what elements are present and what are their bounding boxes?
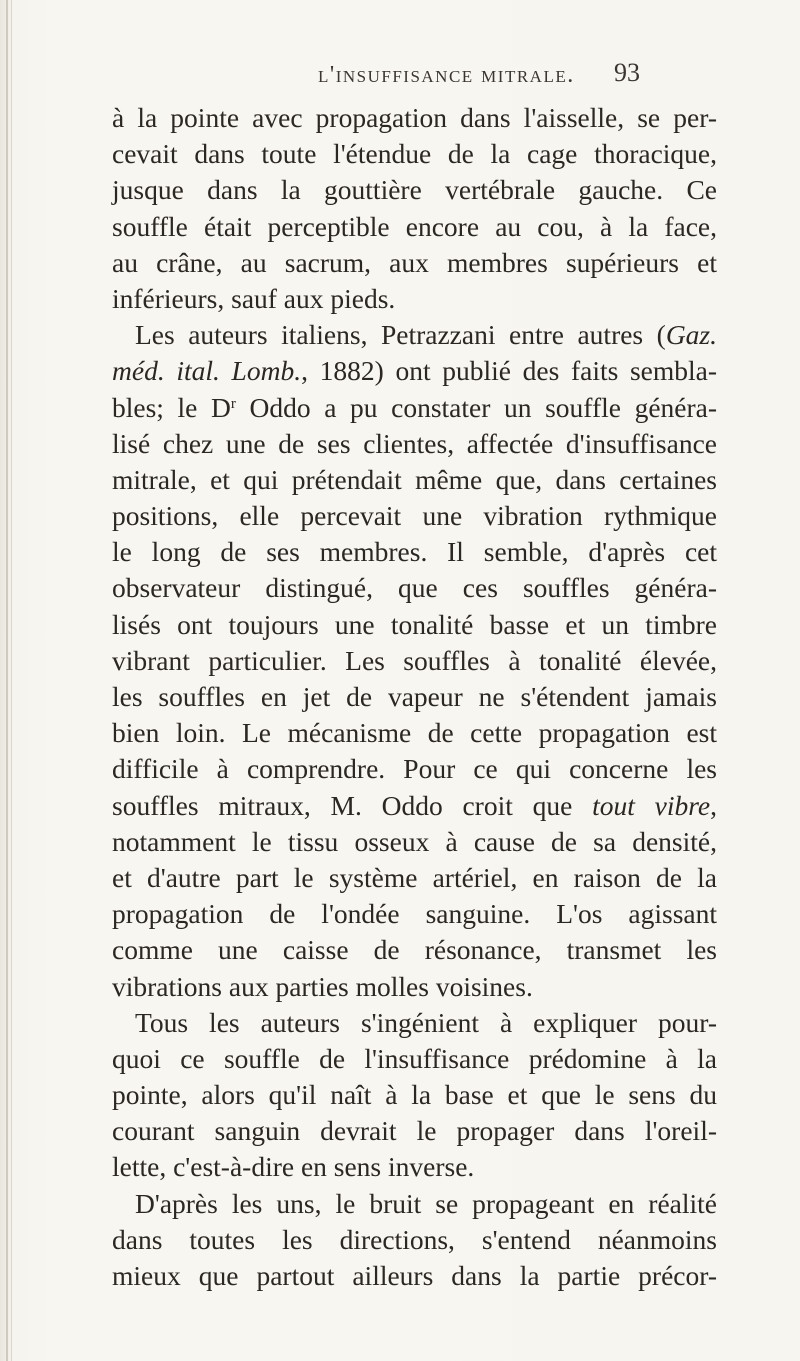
text-run: bles; le D xyxy=(112,391,231,423)
running-title: l'insuffisance mitrale. xyxy=(318,62,575,88)
text-line: positions, elle percevait une vibration rythmique xyxy=(112,500,717,532)
page-number: 93 xyxy=(614,58,640,87)
page-header xyxy=(0,58,800,102)
text-line: mieux que partout ailleurs dans la partie précor- xyxy=(112,1260,717,1291)
text-run: Les auteurs italiens, Petrazzani entre autres ( xyxy=(135,319,666,351)
page-gutter-edge xyxy=(6,0,8,1361)
text-run: souffles mitraux, M. Oddo croit que xyxy=(112,789,593,821)
text-line: souffle était perceptible encore au cou, à la face, xyxy=(112,210,717,242)
text-line: dans toutes les directions, s'entend néanmoins xyxy=(112,1223,717,1255)
text-line: lisés ont toujours une tonalité basse et un timbre xyxy=(112,608,717,640)
page-body-text xyxy=(112,100,717,1294)
text-line xyxy=(112,390,717,426)
text-line: inférieurs, sauf aux pieds. xyxy=(112,282,396,314)
text-run: , xyxy=(710,789,718,821)
text-line: vibrations aux parties molles voisines. xyxy=(112,970,533,1002)
text-line: pointe, alors qu'il naît à la base et que le sens du xyxy=(112,1079,717,1111)
text-line: à la pointe avec propagation dans l'aisselle, se per- xyxy=(112,102,717,133)
text-line xyxy=(112,353,717,389)
text-line: propagation de l'ondée sanguine. L'os agissant xyxy=(112,898,717,930)
text-line: Tous les auteurs s'ingénient à expliquer pour- xyxy=(135,1006,717,1038)
text-line: difficile à comprendre. Pour ce qui concerne les xyxy=(112,753,717,785)
text-line: mitrale, et qui prétendait même que, dans certaines xyxy=(112,463,717,495)
text-run: , 1882) ont publié des faits sembla- xyxy=(301,355,718,387)
text-line xyxy=(112,317,717,353)
text-line: lisé chez une de ses clientes, affectée d'insuffisance xyxy=(112,427,717,459)
text-line: notamment le tissu osseux à cause de sa densité, xyxy=(112,825,717,857)
citation-italic: Gaz. xyxy=(665,319,717,351)
text-line: le long de ses membres. Il semble, d'après cet xyxy=(112,536,717,568)
text-line: les souffles en jet de vapeur ne s'étendent jamais xyxy=(112,681,717,712)
text-line: et d'autre part le système artériel, en raison de la xyxy=(112,861,717,893)
text-line: jusque dans la gouttière vertébrale gauche. Ce xyxy=(112,174,717,206)
text-line: vibrant particulier. Les souffles à tonalité élevée, xyxy=(112,644,717,676)
superscript: r xyxy=(230,395,236,412)
text-line: bien loin. Le mécanisme de cette propagation est xyxy=(112,717,717,749)
text-run: Oddo a pu constater un souffle généra- xyxy=(235,391,718,423)
text-line: quoi ce souffle de l'insuffisance prédomine à la xyxy=(112,1042,717,1074)
text-line: lette, c'est-à-dire en sens inverse. xyxy=(112,1151,475,1183)
text-line: cevait dans toute l'étendue de la cage thoracique, xyxy=(112,138,717,170)
emphasis-italic: tout vibre xyxy=(592,789,711,821)
citation-italic: méd. ital. Lomb. xyxy=(112,355,302,387)
text-line: observateur distingué, que ces souffles généra- xyxy=(112,572,717,604)
page-gutter-shadow xyxy=(11,0,12,1361)
text-line xyxy=(112,788,717,824)
text-line: D'après les uns, le bruit se propageant en réalité xyxy=(135,1187,717,1219)
text-line: comme une caisse de résonance, transmet les xyxy=(112,934,717,966)
text-line: courant sanguin devrait le propager dans l'oreil- xyxy=(112,1115,717,1147)
text-line: au crâne, au sacrum, aux membres supérieurs et xyxy=(112,246,717,278)
